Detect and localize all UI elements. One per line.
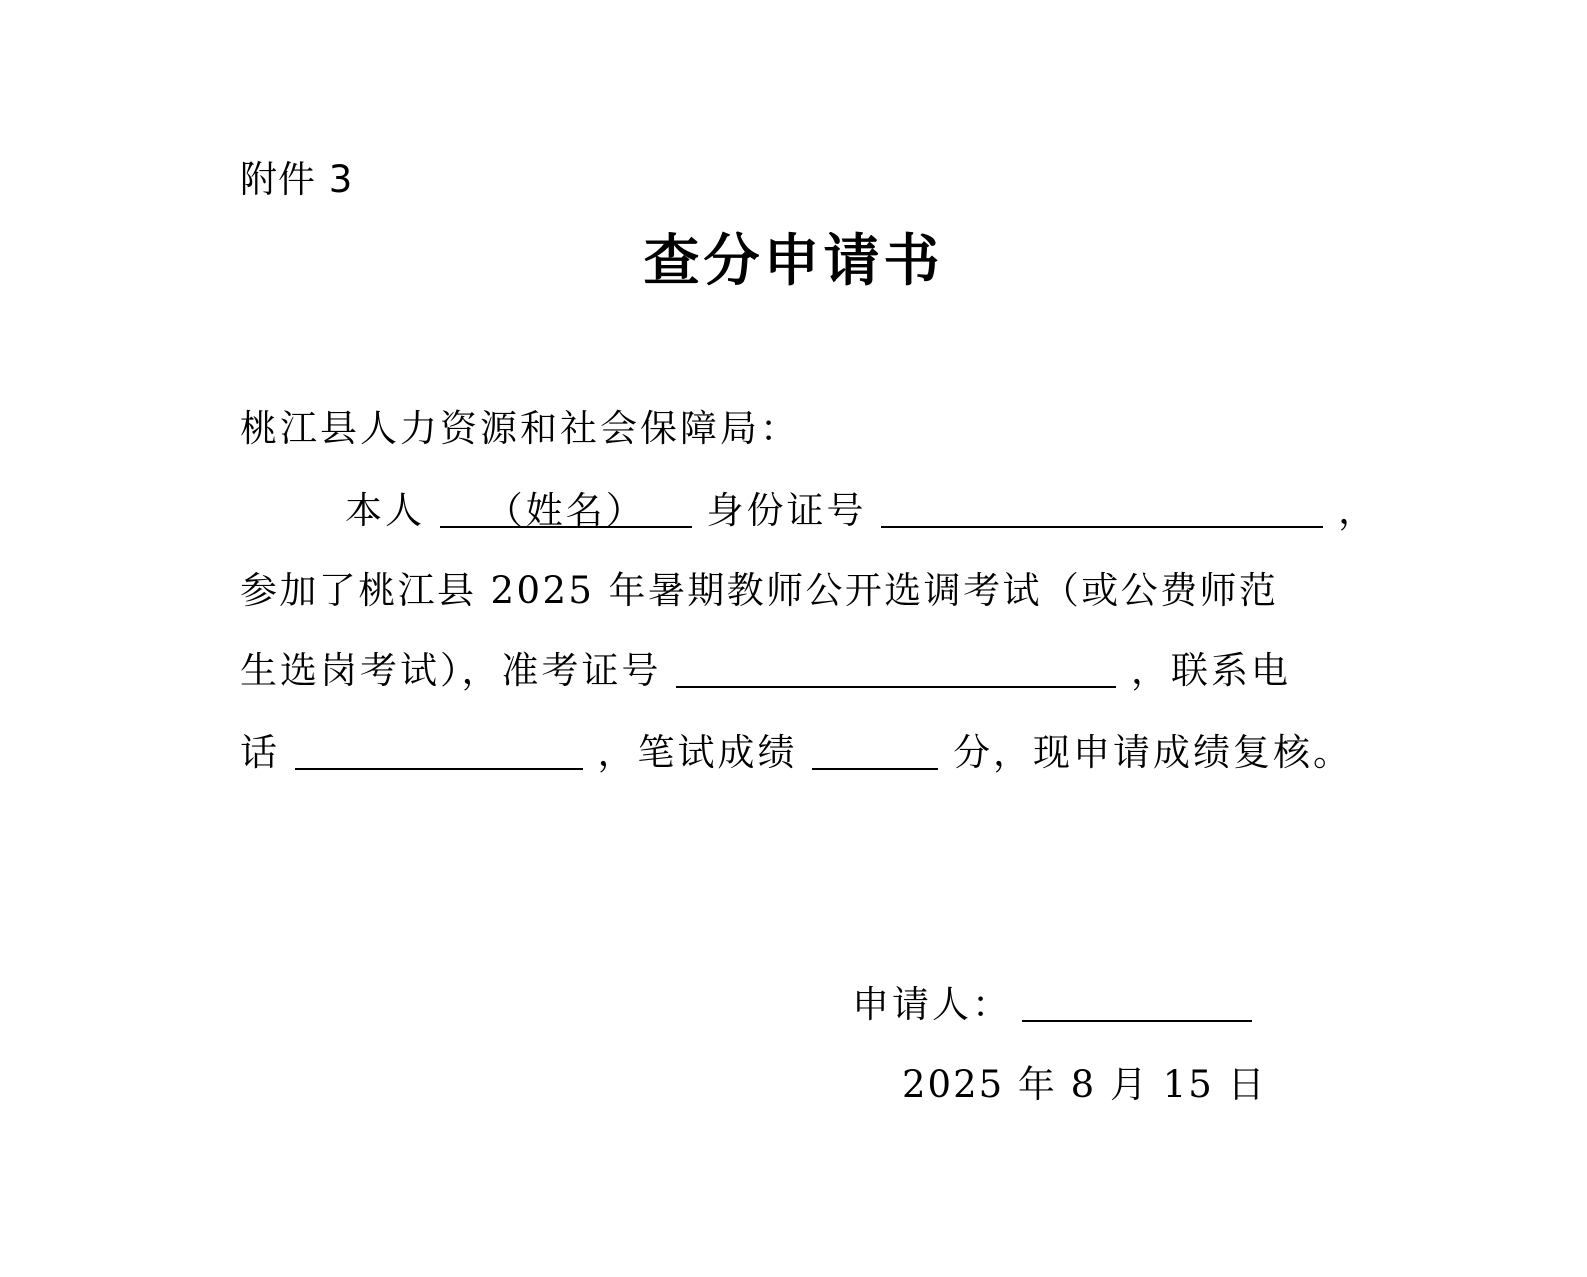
phone-score-line	[240, 728, 1353, 778]
signature-row	[852, 980, 1252, 1030]
score-field[interactable]	[812, 728, 938, 770]
exam-text: 参加了桃江县 2025 年暑期教师公开选调考试（或公费师范	[240, 569, 1279, 612]
comma: ，	[1338, 489, 1379, 532]
id-number-label: 身份证号	[706, 489, 867, 532]
ticket-line	[240, 646, 1291, 696]
phone-field[interactable]	[295, 728, 583, 770]
applicant-signature-field[interactable]	[1022, 980, 1252, 1022]
score-label: ，笔试成绩	[597, 731, 798, 774]
phone-label-start: ，联系电	[1131, 649, 1292, 692]
ticket-number-field[interactable]	[676, 646, 1116, 688]
date: 2025 年 8 月 15 日	[902, 1063, 1267, 1106]
recipient-line	[240, 404, 800, 454]
recipient-text: 桃江县人力资源和社会保障局：	[240, 407, 800, 450]
applicant-label: 申请人：	[852, 983, 1012, 1026]
ticket-label: 生选岗考试），准考证号	[240, 649, 662, 692]
name-field[interactable]	[440, 486, 692, 532]
name-hint: （姓名）	[485, 489, 646, 532]
review-request-text: 分，现申请成绩复核。	[953, 731, 1354, 774]
exam-line	[240, 566, 1278, 616]
attachment-label: 附件 3	[240, 158, 354, 201]
applicant-info-line	[345, 486, 1378, 536]
applicant-prefix: 本人	[345, 489, 425, 532]
phone-label-end: 话	[240, 731, 280, 774]
id-number-field[interactable]	[881, 486, 1323, 528]
page-title: 查分申请书	[643, 229, 944, 294]
